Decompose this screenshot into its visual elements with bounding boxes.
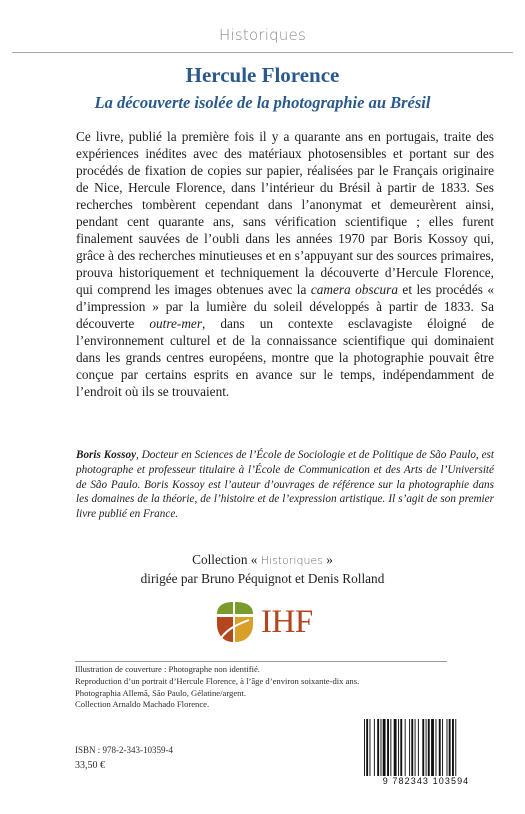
- collection-info: [0, 551, 525, 588]
- author-name: Boris Kossoy: [76, 449, 137, 461]
- blurb-outremer: outre-mer: [149, 316, 203, 331]
- blurb-text-3: , dans un contexte esclavagiste éloigné de l’environnement culturel et de la connaissance scientifique qui dominaient dans les grands centres européens, montre que la photographie pouvait être conçue par certains esprits en avance sur le temps, indépendamment de l’endroit où ils se trouvaient.: [76, 316, 494, 399]
- book-subtitle: La découverte isolée de la photographie au Brésil: [94, 93, 431, 112]
- blurb-text-2: et les procédés « d’impression » par la lumière du soleil développés à partir de 1833. Sa découverte: [76, 282, 494, 331]
- blurb-paragraph: [76, 128, 494, 400]
- credit-line: Photographia Allemã, São Paulo, Gélatine/argent.: [75, 687, 246, 698]
- header-divider: [12, 52, 513, 53]
- barcode-digits: 9 782343 103594: [356, 776, 496, 786]
- collection-suffix: »: [322, 552, 333, 567]
- isbn: ISBN : 978-2-343-10359-4: [75, 745, 173, 755]
- ihf-logo-text: IHF: [261, 604, 313, 640]
- author-bio-text: , Docteur en Sciences de l’École de Sociologie et de Politique de São Paulo, est photographe et professeur titulaire à l’École de Communication et des Arts de l’Université de São Paulo. Boris Kossoy est l’auteur d’ouvrages de référence sur la photographie dans les domaines de la théorie, de l’histoire et de l’expression artistique. Il s’agit de son premier livre publié en France.: [76, 449, 494, 521]
- ihf-leaf-icon: [213, 600, 259, 646]
- credit-line: Collection Arnaldo Machado Florence.: [75, 699, 210, 710]
- cover-credits: [75, 664, 455, 711]
- collection-directors: dirigée par Bruno Péquignot et Denis Rolland: [140, 571, 385, 586]
- price: 33,50 €: [75, 760, 105, 771]
- book-title: Hercule Florence: [185, 63, 340, 87]
- collection-line: [0, 551, 525, 570]
- credit-line: Reproduction d’un portrait d’Hercule Florence, à l’âge d’environ soixante-dix ans.: [75, 675, 360, 686]
- credit-line: Illustration de couverture : Photographe non identifié.: [75, 664, 260, 674]
- author-bio: [76, 448, 494, 522]
- credits-divider: [75, 661, 447, 662]
- series-header: Historiques: [219, 26, 306, 44]
- blurb-text-1: Ce livre, publié la première fois il y a quarante ans en portugais, traite des expériences inédites avec des matériaux photosensibles et portant sur des procédés de fixation de copies sur papier, réalisées par le Français originaire de Nice, Hercule Florence, dans l’intérieur du Brésil à partir de 1833. Ses recherches tombèrent cependant dans l’anonymat et demeurèrent ainsi, pendant cent quarante ans, sans vérification scientifique ; elles furent finalement sauvées de l’oubli dans les années 1970 par Boris Kossoy qui, grâce à des recherches minutieuses et en s’appuyant sur des sources primaires, prouva historiquement et techniquement la découverte d’Hercule Florence, qui comprend les images obtenues avec la: [76, 129, 494, 297]
- blurb-camera-obscura: camera obscura: [310, 282, 398, 297]
- ihf-logo: [213, 600, 323, 646]
- collection-name: Historiques: [260, 554, 323, 567]
- collection-prefix: Collection «: [192, 552, 261, 567]
